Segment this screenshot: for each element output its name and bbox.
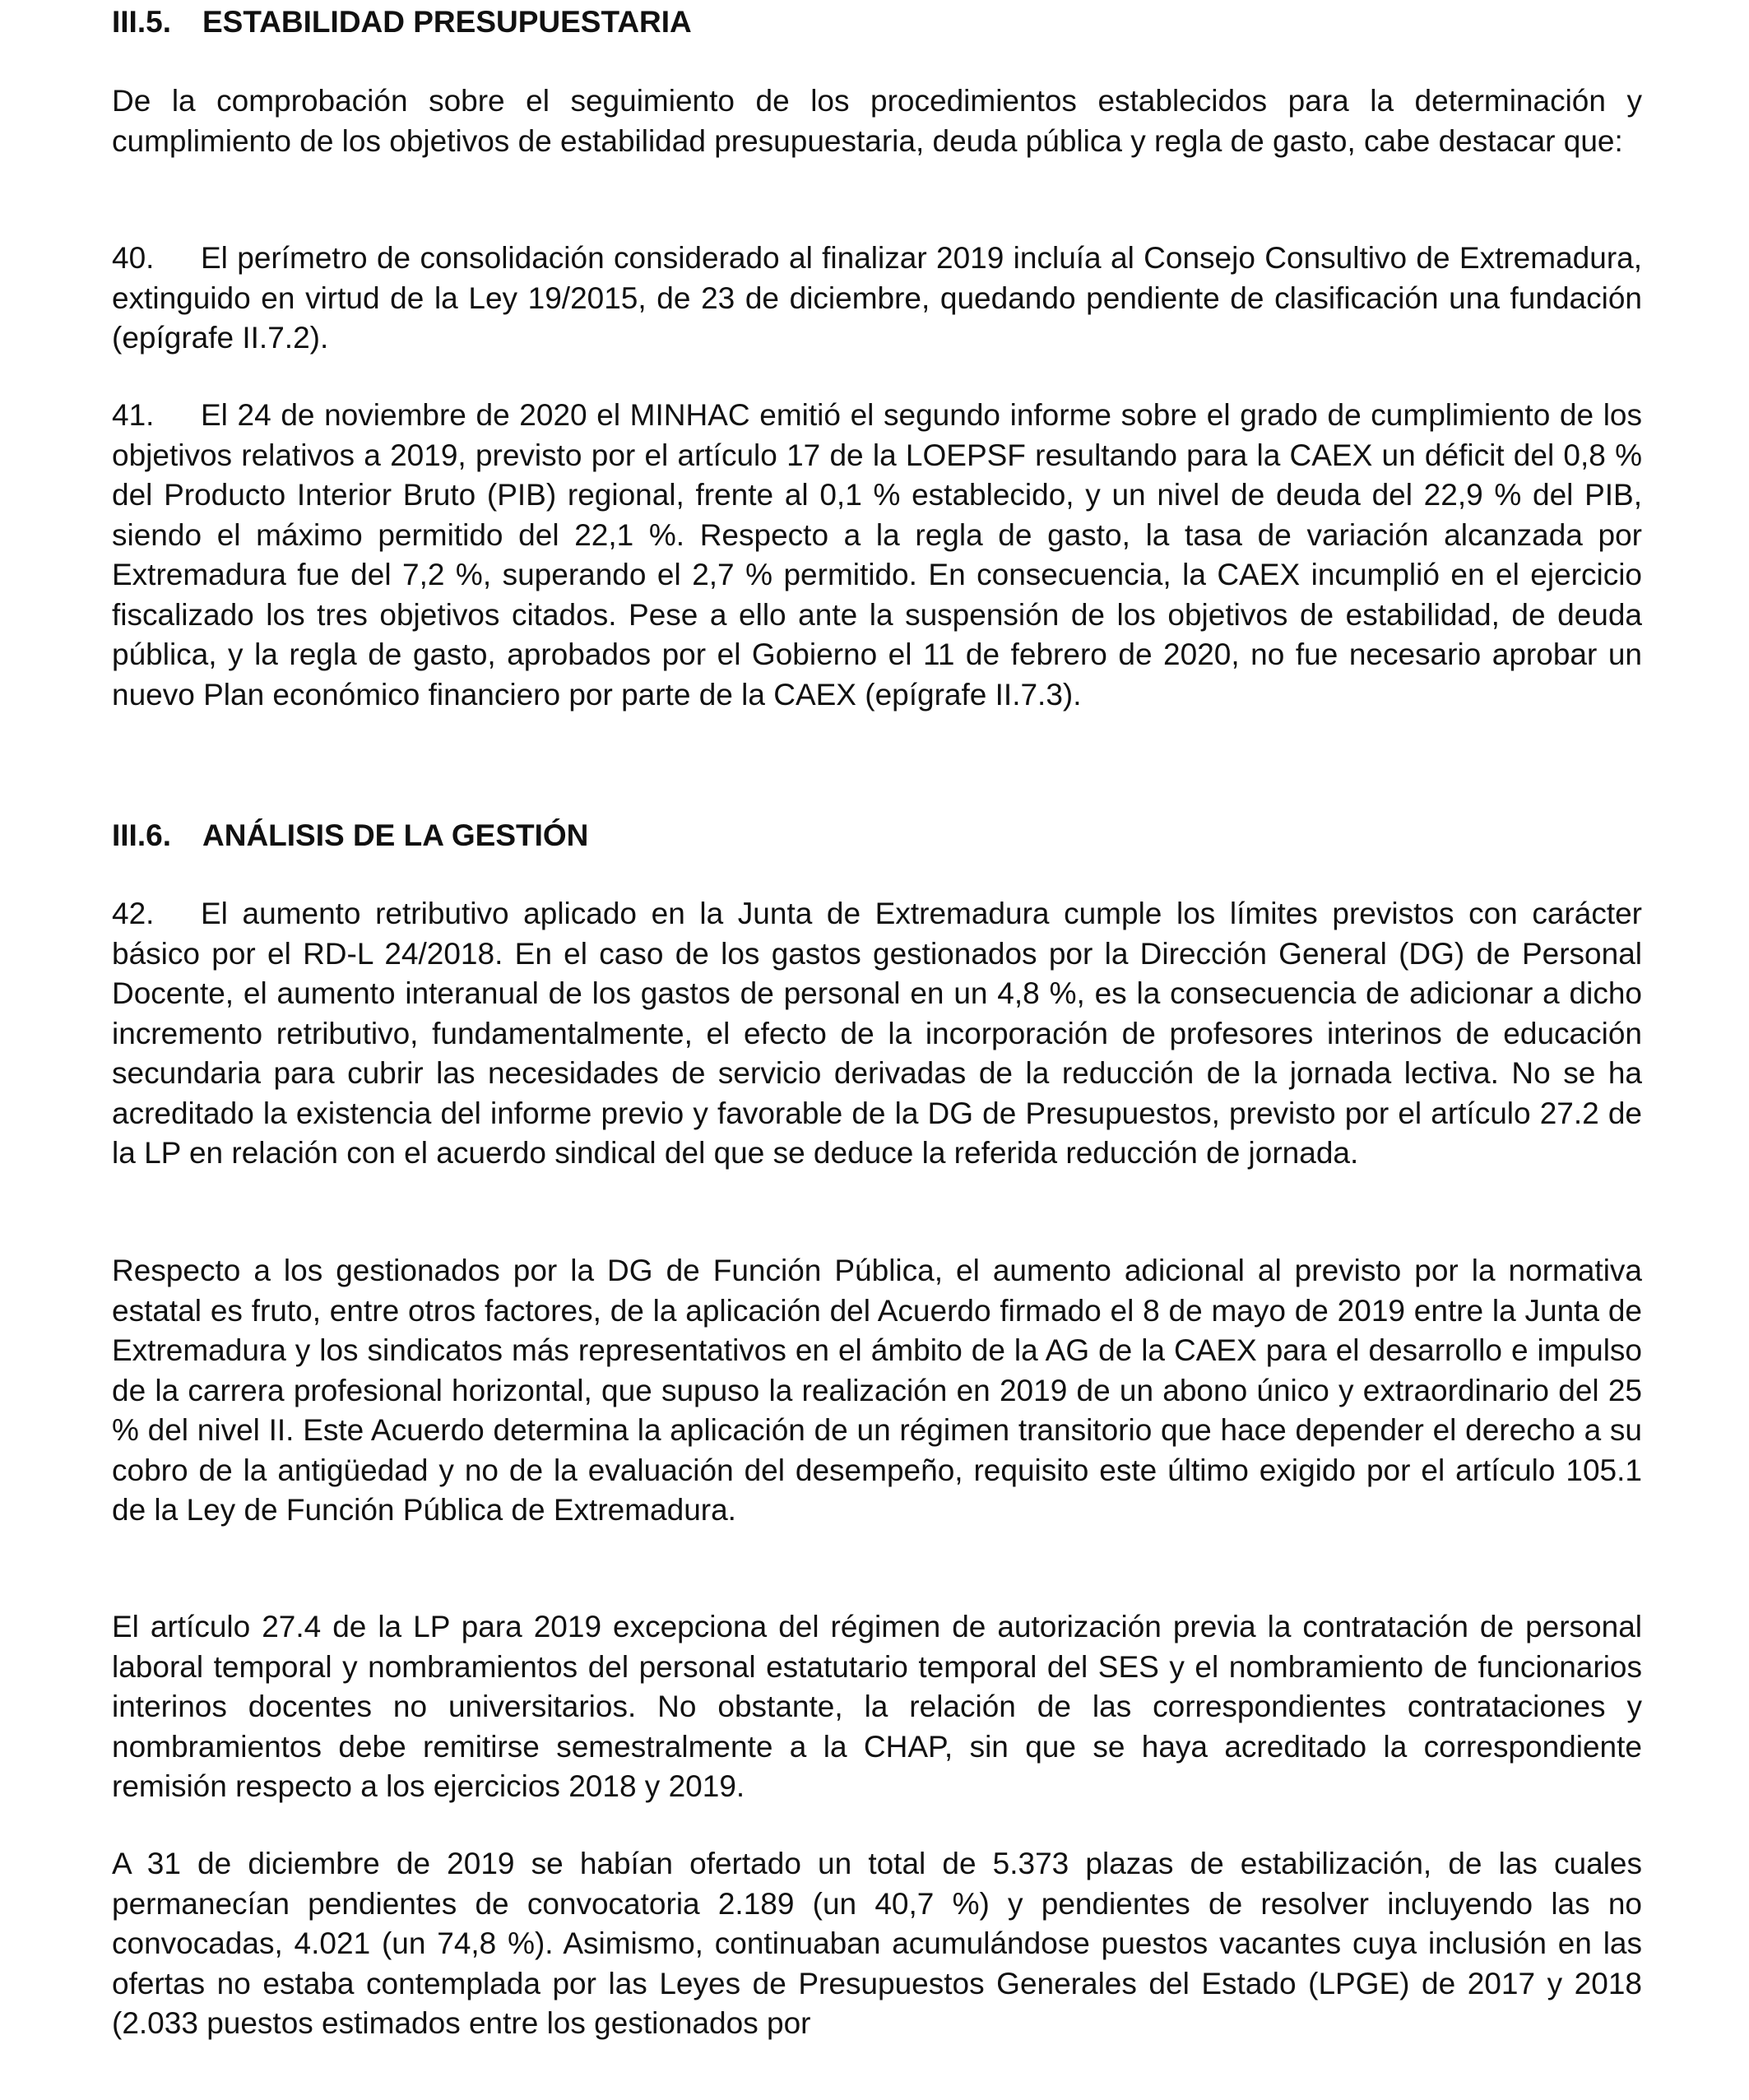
paragraph-text: El perímetro de consolidación considerado al finalizar 2019 incluía al Consejo Consultivo de Extremadura, extinguido en virtud de la Ley 19/2015, de 23 de diciembre, quedando pendiente de clasificación una fundación (epígrafe II.7.2).: [112, 241, 1642, 355]
section-number: III.6.: [112, 818, 171, 852]
paragraph-number: 42.: [112, 897, 155, 930]
intro-paragraph: De la comprobación sobre el seguimiento de los procedimientos establecidos para la determinación y cumplimiento de los objetivos de estabilidad presupuestaria, deuda pública y regla de gasto, cabe destacar que:: [112, 84, 1642, 158]
numbered-paragraph-40: [112, 239, 1642, 359]
paragraph-number: 41.: [112, 398, 155, 432]
paragraph-number: 40.: [112, 241, 155, 275]
paragraph-articulo-27-4: El artículo 27.4 de la LP para 2019 excepciona del régimen de autorización previa la contratación de personal laboral temporal y nombramientos del personal estatutario temporal del SES y el nombramiento de funcionarios interinos docentes no universitarios. No obstante, la relación de las correspondientes contrataciones y nombramientos debe remitirse semestralmente a la CHAP, sin que se haya acreditado la correspondiente remisión respecto a los ejercicios 2018 y 2019.: [112, 1610, 1642, 1803]
numbered-paragraph-41: [112, 396, 1642, 715]
section-heading-analisis: [112, 815, 588, 855]
section-number: III.5.: [112, 5, 171, 39]
paragraph-text: El aumento retributivo aplicado en la Junta de Extremadura cumple los límites previstos con carácter básico por el RD-L 24/2018. En el caso de los gastos gestionados por la Dirección General (DG) de Personal Docente, el aumento interanual de los gastos de personal en un 4,8 %, es la consecuencia de adicionar a dicho incremento retributivo, fundamentalmente, el efecto de la incorporación de profesores interinos de educación secundaria para cubrir las necesidades de servicio derivadas de la reducción de la jornada lectiva. No se ha acreditado la existencia del informe previo y favorable de la DG de Presupuestos, previsto por el artículo 27.2 de la LP en relación con el acuerdo sindical del que se deduce la referida reducción de jornada.: [112, 897, 1642, 1170]
paragraph-estabilizacion: A 31 de diciembre de 2019 se habían ofertado un total de 5.373 plazas de estabilización, de las cuales permanecían pendientes de convocatoria 2.189 (un 40,7 %) y pendientes de resolver incluyendo las no convocadas, 4.021 (un 74,8 %). Asimismo, continuaban acumulándose puestos vacantes cuya inclusión en las ofertas no estaba contemplada por las Leyes de Presupuestos Generales del Estado (LPGE) de 2017 y 2018 (2.033 puestos estimados entre los gestionados por: [112, 1847, 1642, 2040]
paragraph-text: El 24 de noviembre de 2020 el MINHAC emitió el segundo informe sobre el grado de cumplimiento de los objetivos relativos a 2019, previsto por el artículo 17 de la LOEPSF resultando para la CAEX un déficit del 0,8 % del Producto Interior Bruto (PIB) regional, frente al 0,1 % establecido, y un nivel de deuda del 22,9 % del PIB, siendo el máximo permitido del 22,1 %. Respecto a la regla de gasto, la tasa de variación alcanzada por Extremadura fue del 7,2 %, superando el 2,7 % permitido. En consecuencia, la CAEX incumplió en el ejercicio fiscalizado los tres objetivos citados. Pese a ello ante la suspensión de los objetivos de estabilidad, de deuda pública, y la regla de gasto, aprobados por el Gobierno el 11 de febrero de 2020, no fue necesario aprobar un nuevo Plan económico financiero por parte de la CAEX (epígrafe II.7.3).: [112, 398, 1642, 712]
section-title: ESTABILIDAD PRESUPUESTARIA: [202, 5, 692, 39]
paragraph-funcion-publica: Respecto a los gestionados por la DG de Función Pública, el aumento adicional al previsto por la normativa estatal es fruto, entre otros factores, de la aplicación del Acuerdo firmado el 8 de mayo de 2019 entre la Junta de Extremadura y los sindicatos más representativos en el ámbito de la AG de la CAEX para el desarrollo e impulso de la carrera profesional horizontal, que supuso la realización en 2019 de un abono único y extraordinario del 25 % del nivel II. Este Acuerdo determina la aplicación de un régimen transitorio que hace depender el derecho a su cobro de la antigüedad y no de la evaluación del desempeño, requisito este último exigido por el artículo 105.1 de la Ley de Función Pública de Extremadura.: [112, 1254, 1642, 1527]
section-title: ANÁLISIS DE LA GESTIÓN: [202, 818, 589, 852]
numbered-paragraph-42: [112, 894, 1642, 1174]
section-heading-estabilidad: [112, 2, 692, 42]
